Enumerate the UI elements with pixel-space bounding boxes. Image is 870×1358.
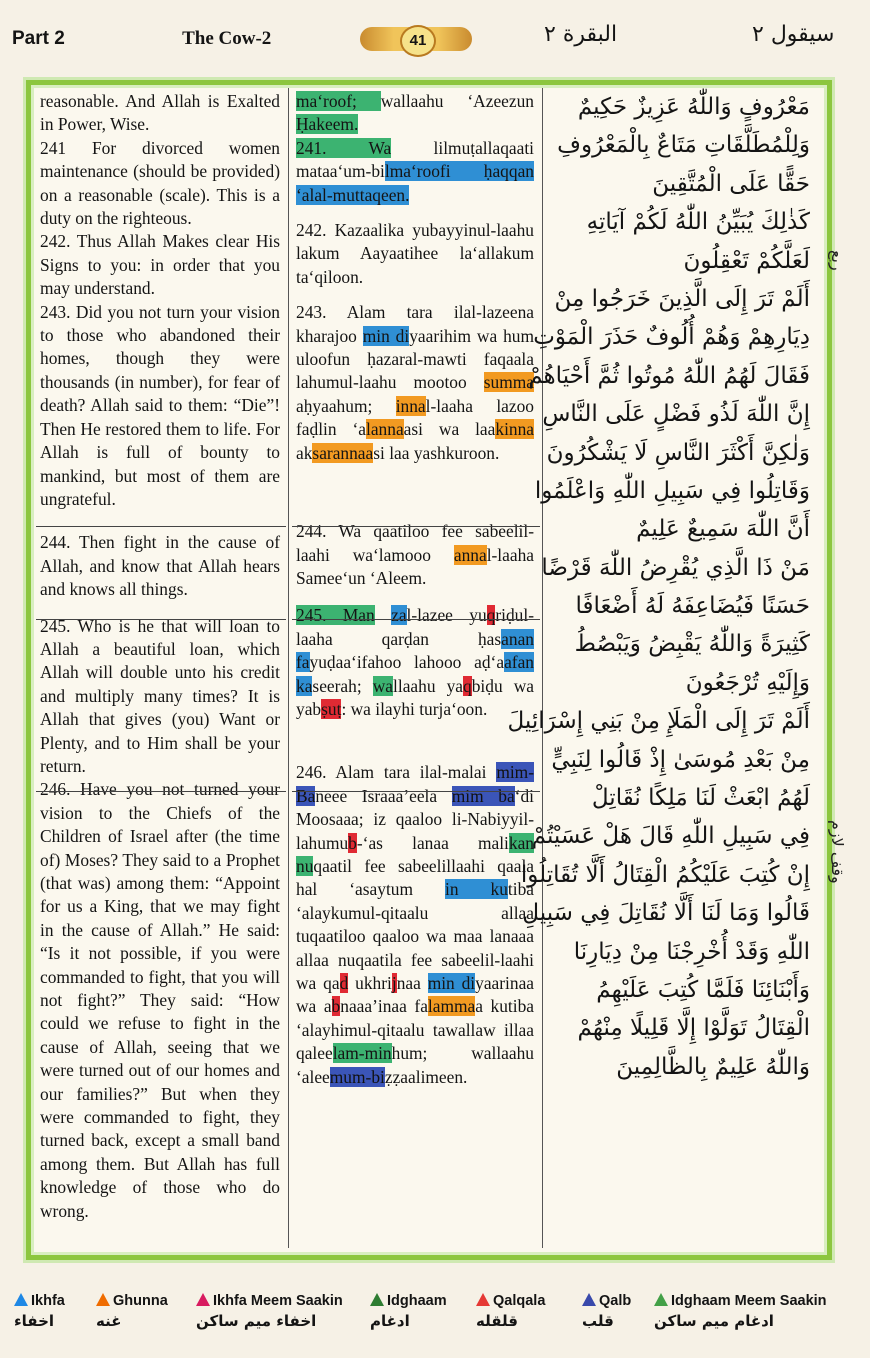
legend-label-arabic: غنه xyxy=(96,1312,122,1330)
tajweed-qalqala: b xyxy=(331,996,341,1017)
triangle-icon xyxy=(96,1293,110,1306)
transliteration-verse xyxy=(296,137,534,207)
transliteration-text: 244. Wa qaatiloo fee sabeelil-laahi wa‘lamooo xyxy=(296,521,534,565)
arabic-line: مَعْرُوفٍ وَاللّٰهُ عَزِيزٌ حَكِيمٌ xyxy=(577,94,810,120)
transliteration-text: l-laaha Samee‘un ‘Aleem. xyxy=(296,544,534,588)
transliteration-text: asi wa laa xyxy=(403,419,496,440)
arabic-line: فِي سَبِيلِ اللّٰهِ قَالَ هَلْ عَسَيْتُمْ xyxy=(531,823,810,850)
arabic-line: مِنْ بَعْدِ مُوسَىٰ إِذْ قَالُوا لِنَبِيٍّ xyxy=(551,746,810,773)
transliteration-text: l-lazee yu xyxy=(406,605,487,626)
tajweed-idghaam-meem-saakin: lam- xyxy=(332,1043,365,1064)
arabic-line: دِيَارِهِمْ وَهُمْ أُلُوفٌ حَذَرَ الْمَوْتِ xyxy=(533,324,810,351)
legend-label: Ghunna xyxy=(113,1293,168,1309)
transliteration-text: wallaahu ‘Azeezun xyxy=(380,91,534,111)
legend-label: Ikhfa xyxy=(31,1293,65,1309)
tajweed-ghunna: lanna xyxy=(366,419,404,440)
triangle-icon xyxy=(582,1293,596,1306)
page-number-badge xyxy=(360,23,472,55)
tajweed-idghaam: 245. Man xyxy=(296,605,375,626)
legend-item xyxy=(370,1293,447,1330)
transliteration-text: : wa ilayhi turja‘oon. xyxy=(341,698,488,719)
transliteration-text: si laa yashkuroon. xyxy=(373,442,500,463)
arabic-line: وَاللّٰهُ عَلِيمٌ بِالظَّالِمِينَ xyxy=(616,1053,810,1080)
legend-label: Qalb xyxy=(599,1293,632,1309)
verse-separator xyxy=(292,791,540,792)
tajweed-idghaam: Ḥakeem. xyxy=(296,114,359,135)
arabic-line: إِنَّ اللّٰهَ لَذُو فَضْلٍ عَلَى النَّاسِ xyxy=(542,401,810,428)
transliteration-text: ẓẓaalimeen. xyxy=(384,1066,468,1087)
translation-verse: 242. Thus Allah Makes clear His Signs to you: in order that you may understand. xyxy=(40,231,280,299)
transliteration-text: a kutiba ‘alayhimul-qitaalu tawallaw illaa qalee xyxy=(296,996,534,1064)
verse-separator xyxy=(36,791,286,792)
tajweed-ghunna: kinna xyxy=(495,419,535,440)
transliteration-text: riḍul-laaha qarḍan ḥas xyxy=(296,605,534,649)
tajweed-ikhfa: in ku xyxy=(445,879,508,900)
waqf-mark: وقف لازم xyxy=(828,820,847,884)
juz-name-arabic: سيقول ٢ xyxy=(752,22,835,47)
arabic-line: حَسَنًا فَيُضَاعِفَهُ لَهُ أَضْعَافًا xyxy=(575,593,810,620)
tajweed-qalb: bi xyxy=(371,1066,385,1087)
tajweed-qalb: mim ba xyxy=(451,785,515,806)
transliteration-text: ukhri xyxy=(348,973,392,993)
translation-verse: 245. Who is he that will loan to Allah a beautiful loan, which Allah will double unto his credit and multiply many times? It is Allah that gives (you) Want or Plenty, and to Him shall be your return. xyxy=(40,615,280,776)
arabic-line: اللّٰهِ وَقَدْ أُخْرِجْنَا مِنْ دِيَارِنَا xyxy=(573,938,810,965)
transliteration-verse xyxy=(296,604,534,721)
tajweed-idghaam: kan xyxy=(508,832,534,853)
legend-item xyxy=(582,1293,631,1330)
transliteration-text: yuḍaa‘ifahoo lahooo aḍ‘a xyxy=(309,652,505,673)
transliteration-text: neee Israaa’eela xyxy=(315,785,452,806)
legend-label-arabic: اخفاء xyxy=(14,1312,55,1330)
tajweed-idghaam: wa xyxy=(372,675,394,696)
header-left xyxy=(12,28,271,50)
transliteration-text: aḥyaahum; xyxy=(296,395,396,416)
transliteration-text: ak xyxy=(296,442,313,463)
transliteration-text: tiba ‘alaykumul-qitaalu allaa tuqaatiloo qaaloo wa maa lanaaa allaa nuqaatila fee sabeelil-laahi wa qa xyxy=(296,879,534,993)
legend-label-arabic: قلقله xyxy=(476,1312,518,1330)
legend-label-arabic: ادغام xyxy=(370,1312,410,1330)
tajweed-qalb: Ba xyxy=(296,785,316,806)
legend-item xyxy=(654,1293,827,1330)
legend-item xyxy=(14,1293,65,1330)
triangle-icon xyxy=(196,1293,210,1306)
page-header xyxy=(0,0,870,70)
transliteration-text: biḍu wa yab xyxy=(296,675,534,719)
tajweed-qalqala: d xyxy=(339,973,349,993)
part-label: Part 2 xyxy=(12,28,65,49)
tajweed-qalb: mim- xyxy=(496,762,534,783)
transliteration-text: yaarinaa wa a xyxy=(296,973,535,1017)
tajweed-ikhfa: anan fa xyxy=(296,628,534,673)
arabic-line: وَلٰكِنَّ أَكْثَرَ النَّاسِ لَا يَشْكُرُونَ xyxy=(546,439,810,466)
column-divider xyxy=(542,88,543,1248)
surah-name-arabic: البقرة ٢ xyxy=(544,22,618,47)
verse-separator xyxy=(36,526,286,527)
tajweed-qalqala: b xyxy=(348,832,357,853)
arabic-line: قَالُوا وَمَا لَنَا أَلَّا نُقَاتِلَ فِي سَبِيلِ xyxy=(522,900,810,927)
verse-separator xyxy=(36,619,286,620)
tajweed-legend xyxy=(0,1285,870,1355)
tajweed-qalqala: q xyxy=(486,605,496,626)
arabic-line: أَنَّ اللّٰهَ سَمِيعٌ عَلِيمٌ xyxy=(636,516,810,543)
tajweed-ikhfa: afan ka xyxy=(296,652,534,696)
arabic-line: حَقًّا عَلَى الْمُتَّقِينَ xyxy=(652,170,810,197)
transliteration-text: qaatil fee sabeelillaahi qaala hal ‘asaytum xyxy=(296,855,534,900)
legend-item xyxy=(96,1293,168,1330)
transliteration-text: 243. Alam tara ilal-lazeena kharajoo xyxy=(296,302,534,346)
tajweed-qalqala: j xyxy=(391,973,397,993)
transliteration-verse xyxy=(296,520,534,590)
triangle-icon xyxy=(370,1293,384,1306)
legend-item xyxy=(196,1293,343,1330)
arabic-line: أَلَمْ تَرَ إِلَى الْمَلَإِ مِنْ بَنِي إِسْرَائِيلَ xyxy=(507,708,810,735)
legend-label-arabic: اخفاء ميم ساكن xyxy=(196,1312,317,1330)
transliteration-verse xyxy=(296,90,534,137)
legend-label-arabic: قلب xyxy=(582,1312,614,1330)
arabic-line: لَهُمُ ابْعَثْ لَنَا مَلِكًا نُقَاتِلْ xyxy=(591,785,810,812)
arabic-line: وَقَاتِلُوا فِي سَبِيلِ اللّٰهِ وَاعْلَمُوا xyxy=(534,477,810,504)
arabic-line: أَلَمْ تَرَ إِلَى الَّذِينَ خَرَجُوا مِنْ xyxy=(554,285,810,312)
tajweed-ikhfa: min di xyxy=(362,325,410,346)
arabic-line: كَثِيرَةً وَاللّٰهُ يَقْبِضُ وَيَبْصُطُ xyxy=(574,631,810,658)
tajweed-ikhfa: za xyxy=(391,605,407,626)
tajweed-ikhfa: lma‘roofi ḥaqqan ‘alal-muttaqeen. xyxy=(296,161,534,205)
triangle-icon xyxy=(476,1293,490,1306)
legend-item xyxy=(476,1293,545,1330)
tajweed-qalqala: q xyxy=(463,675,472,696)
surah-name-english: The Cow-2 xyxy=(182,28,272,49)
transliteration-text: llaahu ya xyxy=(393,675,464,696)
tajweed-idghaam-meem-saakin: min xyxy=(364,1043,392,1064)
transliteration-text: naa xyxy=(396,973,428,993)
translation-verse: reasonable. And Allah is Exalted in Power, Wise. xyxy=(40,91,280,135)
transliteration-text: naaa’inaa fa xyxy=(340,996,428,1017)
arabic-line: وَإِلَيْهِ تُرْجَعُونَ xyxy=(685,669,810,696)
transliteration-column xyxy=(296,90,534,1089)
verse-separator xyxy=(292,526,540,527)
tajweed-ghunna: lamma xyxy=(427,996,476,1017)
transliteration-text xyxy=(375,605,391,625)
arabic-line: الْقِتَالُ تَوَلَّوْا إِلَّا قَلِيلًا مِنْهُمْ xyxy=(577,1015,810,1042)
arabic-line: لَعَلَّكُمْ تَعْقِلُونَ xyxy=(683,247,810,274)
transliteration-text: lilmuṭallaqaati mataa‘um-bi xyxy=(296,137,534,182)
legend-label: Ikhfa Meem Saakin xyxy=(213,1293,343,1309)
legend-label: Idghaam xyxy=(387,1293,447,1309)
verse-separator xyxy=(292,619,540,620)
translation-verse: 241 For divorced women maintenance (should be provided) on a reasonable (scale). This is a duty on the righteous. xyxy=(40,137,280,229)
arabic-line: مَنْ ذَا الَّذِي يُقْرِضُ اللّٰهَ قَرْضًا xyxy=(541,554,810,581)
tajweed-qalb: mum- xyxy=(329,1066,372,1087)
triangle-icon xyxy=(14,1293,28,1306)
translation-verse: 246. Have you not turned your vision to the Chiefs of the Children of Israel after (the time of) Moses? They said to a Prophet (that was) among them: “Appoint for us a King, that we may fight in the cause of Allah.” He said: “Is it not possible, if you were commanded to fight, that you will not fight?” They said: “How could we refuse to fight in the cause of Allah, seeing that we were turned out of our homes and our families?” But when they were commanded to fight, they turned back, except a small band among them. But Allah has full knowledge of those who do wrong. xyxy=(40,779,280,1221)
tajweed-idghaam: ma‘roof; xyxy=(296,91,381,111)
transliteration-text: l-laaha lazoo faḍlin ‘a xyxy=(296,395,534,440)
tajweed-ikhfa: min di xyxy=(427,973,476,993)
triangle-icon xyxy=(654,1293,668,1306)
transliteration-text: yaarihim wa hum uloofun ḥazaral-mawti faqaala lahumul-laahu mootoo xyxy=(296,325,534,393)
arabic-line: إِنْ كُتِبَ عَلَيْكُمُ الْقِتَالُ أَلَّا تُقَاتِلُوا xyxy=(520,861,810,888)
ruku-mark: ربع xyxy=(828,250,847,271)
tajweed-ghunna: inna xyxy=(395,395,426,416)
arabic-line: فَقَالَ لَهُمُ اللّٰهُ مُوتُوا ثُمَّ أَحْيَاهُمْ xyxy=(528,362,810,389)
tajweed-ghunna: summa xyxy=(483,372,534,393)
tajweed-ghunna: anna xyxy=(453,544,487,565)
tajweed-qalqala: ṭ xyxy=(336,698,342,719)
transliteration-verse xyxy=(296,761,534,1089)
column-divider xyxy=(288,88,289,1248)
tajweed-idghaam: 241. Wa xyxy=(296,137,392,158)
tajweed-idghaam: nu xyxy=(296,855,314,876)
tajweed-ghunna: sarannaa xyxy=(312,442,374,463)
legend-label: Qalqala xyxy=(493,1293,546,1309)
arabic-line: كَذٰلِكَ يُبَيِّنُ اللّٰهُ لَكُمْ آيَاتِهِ xyxy=(586,209,810,236)
transliteration-text: 246. Alam tara ilal-malai xyxy=(296,762,497,783)
transliteration-verse: 242. Kazaalika yubayyinul-laahu lakum Aayaatihee la‘allakum ta‘qiloon. xyxy=(296,220,534,287)
transliteration-text: hum; wallaahu ‘alee xyxy=(296,1043,534,1087)
translation-column xyxy=(40,90,280,1223)
arabic-line: وَأَبْنَائِنَا فَلَمَّا كُتِبَ عَلَيْهِمُ xyxy=(596,976,810,1003)
transliteration-verse xyxy=(296,301,534,465)
transliteration-text: ‘di Moosaaa; iz qaaloo li-Nabiyyil-lahumu xyxy=(296,785,534,853)
page-number: 41 xyxy=(400,25,436,57)
legend-label: Idghaam Meem Saakin xyxy=(671,1293,827,1309)
transliteration-text: seerah; xyxy=(312,675,373,696)
translation-verse: 243. Did you not turn your vision to those who abandoned their homes, though they were thousands (in number), for fear of death? Allah said to them: “Die”! Then He restored them to life. For Allah is full of bounty to mankind, but most of them are ungrateful. xyxy=(40,301,280,509)
transliteration-text: -‘as lanaa mali xyxy=(356,832,509,853)
legend-label-arabic: ادغام ميم ساكن xyxy=(654,1312,774,1330)
translation-verse: 244. Then fight in the cause of Allah, and know that Allah hears and knows all things. xyxy=(40,532,280,600)
tajweed-qalqala: ṣu xyxy=(321,698,337,719)
arabic-line: وَلِلْمُطَلَّقَاتِ مَتَاعٌ بِالْمَعْرُوفِ xyxy=(557,132,810,159)
